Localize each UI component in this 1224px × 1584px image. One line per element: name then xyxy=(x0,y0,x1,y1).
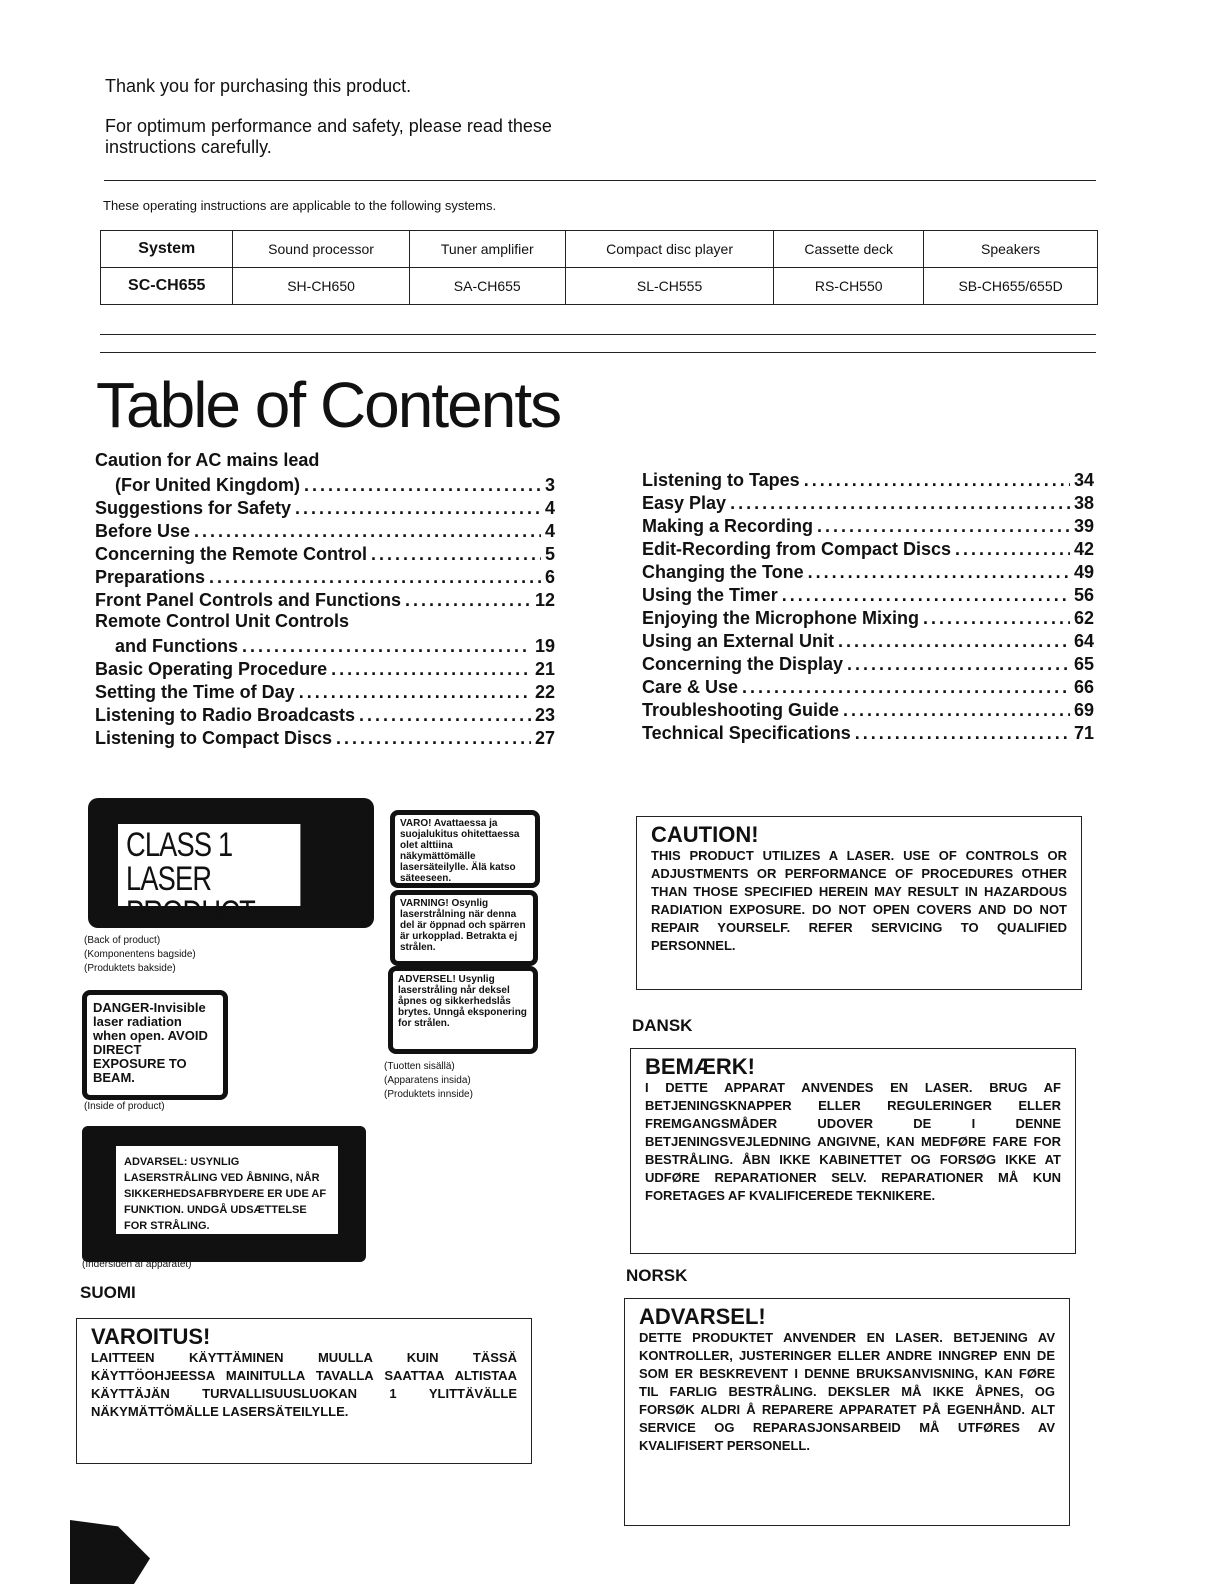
toc-entry-title: Listening to Compact Discs xyxy=(95,728,333,748)
table-header: Compact disc player xyxy=(565,231,773,268)
toc-leader-dots xyxy=(808,562,1070,583)
table-header: Speakers xyxy=(924,231,1098,268)
toc-leader-dots xyxy=(194,521,541,542)
toc-entry-title: Concerning the Display xyxy=(642,654,844,674)
toc-entry-title: Technical Specifications xyxy=(642,723,851,743)
toc-entry xyxy=(642,721,1094,744)
table-header: System xyxy=(101,231,233,268)
toc-entry xyxy=(95,542,555,565)
table-cell: SL-CH555 xyxy=(565,268,773,305)
toc-entry-title: Care & Use xyxy=(642,677,739,697)
toc-leader-dots xyxy=(923,608,1070,629)
toc-entry-page: 65 xyxy=(1073,654,1094,674)
toc-leader-dots xyxy=(782,585,1070,606)
toc-entry-page: 38 xyxy=(1073,493,1094,513)
varo-label: VARO! Avattaessa ja suojalukitus ohitettaessa olet alttiina näkymättömälle lasersäteilylle. Älä katso säteeseen. xyxy=(390,810,540,888)
intro-optimum: For optimum performance and safety, please read these instructions carefully. xyxy=(105,116,552,157)
class1-line2: LASER PRODUCT xyxy=(126,860,255,932)
toc-entry-title: Concerning the Remote Control xyxy=(95,544,368,564)
toc-entry xyxy=(95,450,555,473)
table-header: Cassette deck xyxy=(774,231,924,268)
caption-line: (Apparatens insida) xyxy=(384,1075,471,1086)
toc-entry-title: Suggestions for Safety xyxy=(95,498,292,518)
toc-entry-title: Edit-Recording from Compact Discs xyxy=(642,539,952,559)
toc-entry xyxy=(95,703,555,726)
toc-entry-page: 19 xyxy=(534,636,555,656)
toc-entry xyxy=(642,514,1094,537)
dansk-language-label: DANSK xyxy=(632,1016,693,1035)
adversel-small-label: ADVERSEL! Usynlig laserstråling når deksel åpnes og sikkerhedslås brytes. Unngå eksponering for strålen. xyxy=(388,966,538,1054)
divider xyxy=(104,180,1096,181)
toc-entry-page: 27 xyxy=(534,728,555,748)
toc-entry-title: Basic Operating Procedure xyxy=(95,659,328,679)
toc-leader-dots xyxy=(304,475,541,496)
toc-entry xyxy=(95,565,555,588)
toc-entry-title: and Functions xyxy=(115,636,238,656)
dansk-body: I DETTE APPARAT ANVENDES EN LASER. BRUG AF BETJENINGSKNAPPER ELLER REGULERINGER ELLER FREMGANGSMÅDER UDOVER DE I DENNE BETJENINGSVEJLEDNING ANGIVNE, KAN MEDFØRE FARE FOR BESTRÅLING. ÅBN IKKE KABINETTET OG FORSØG IKKE AT UDFØRE REPARATIONER SELV. REPARATIONER MÅ KUN FORETAGES AF KVALIFICEREDE TEKNIKERE. xyxy=(645,1080,1061,1203)
suomi-heading: VAROITUS! xyxy=(91,1324,211,1349)
suomi-warning-box xyxy=(76,1318,532,1464)
toc-entry xyxy=(95,588,555,611)
toc-entry-page: 39 xyxy=(1073,516,1094,536)
table-cell: SH-CH650 xyxy=(233,268,409,305)
intro-thanks: Thank you for purchasing this product. xyxy=(105,76,412,96)
toc-entry-page: 49 xyxy=(1073,562,1094,582)
toc-entry xyxy=(642,583,1094,606)
toc-entry xyxy=(642,468,1094,491)
norsk-body: DETTE PRODUKTET ANVENDER EN LASER. BETJENING AV KONTROLLER, JUSTERINGER ELLER ANDRE INNGREP ENN DE SOM ER BESKREVENT I DENNE BRUKSANVISNING, KAN FØRE TIL FARLIG BESTRÅLING. DEKSLER MÅ IKKE ÅPNES, OG FORSØK ALDRI Å REPARERE APPARATET PÅ EGENHÅND. ALT SERVICE OG REPARASJONSARBEID MÅ UTFØRES AV KVALIFISERT PERSONELL. xyxy=(639,1330,1055,1453)
toc-entry xyxy=(642,675,1094,698)
toc-leader-dots xyxy=(804,470,1070,491)
divider xyxy=(100,334,1096,335)
norsk-warning-box xyxy=(624,1298,1070,1526)
table-cell: SC-CH655 xyxy=(101,268,233,305)
toc-entry-page: 22 xyxy=(534,682,555,702)
caption-line: (Komponentens bagside) xyxy=(84,949,196,960)
toc-entry xyxy=(95,519,555,542)
toc-entry xyxy=(642,698,1094,721)
toc-leader-dots xyxy=(838,631,1070,652)
toc-leader-dots xyxy=(242,636,531,657)
toc-entry xyxy=(95,611,555,634)
table-cell: SA-CH655 xyxy=(409,268,565,305)
table-row xyxy=(101,268,1098,305)
toc-entry-title: Remote Control Unit Controls xyxy=(95,611,349,631)
toc-right xyxy=(642,468,1094,744)
toc-entry-page: 5 xyxy=(544,544,555,564)
toc-entry-page: 56 xyxy=(1073,585,1094,605)
toc-entry-page: 21 xyxy=(534,659,555,679)
class1-laser-label xyxy=(88,798,374,932)
toc-entry-title: Making a Recording xyxy=(642,516,814,536)
caution-heading: CAUTION! xyxy=(651,822,759,847)
toc-entry-page: 23 xyxy=(534,705,555,725)
toc-entry xyxy=(642,606,1094,629)
toc-entry-page: 66 xyxy=(1073,677,1094,697)
toc-leader-dots xyxy=(359,705,531,726)
inside-caption xyxy=(384,1060,473,1102)
toc-leader-dots xyxy=(817,516,1070,537)
toc-leader-dots xyxy=(742,677,1070,698)
caption-line: (Back of product) xyxy=(84,935,161,946)
toc-entry xyxy=(95,634,555,657)
varning-label: VARNING! Osynlig laserstrålning när denna del är öppnad och spärren är urkopplad. Betrakta ej strålen. xyxy=(390,890,538,966)
toc-leader-dots xyxy=(955,539,1070,560)
toc-entry-title: Changing the Tone xyxy=(642,562,804,582)
toc-entry-title: Using the Timer xyxy=(642,585,778,605)
toc-leader-dots xyxy=(855,723,1070,744)
toc-leader-dots xyxy=(843,700,1070,721)
toc-entry-page: 4 xyxy=(544,521,555,541)
toc-entry-title: Listening to Tapes xyxy=(642,470,800,490)
toc-entry-page: 64 xyxy=(1073,631,1094,651)
toc-leader-dots xyxy=(295,498,541,519)
toc-entry-title: Before Use xyxy=(95,521,191,541)
toc-leader-dots xyxy=(331,659,531,680)
toc-entry xyxy=(95,657,555,680)
toc-entry-page: 62 xyxy=(1073,608,1094,628)
toc-entry-title: Listening to Radio Broadcasts xyxy=(95,705,356,725)
danger-label: DANGER-Invisible laser radiation when open. AVOID DIRECT EXPOSURE TO BEAM. xyxy=(82,990,228,1100)
toc-entry-page: 12 xyxy=(534,590,555,610)
toc-entry-page: 42 xyxy=(1073,539,1094,559)
divider xyxy=(100,352,1096,353)
toc-entry xyxy=(642,652,1094,675)
caption-line: (Produktets innside) xyxy=(384,1089,473,1100)
scan-artifact xyxy=(70,1520,150,1584)
toc-leader-dots xyxy=(847,654,1070,675)
caption-line: (Tuotten sisällä) xyxy=(384,1061,455,1072)
toc-entry xyxy=(642,537,1094,560)
toc-leader-dots xyxy=(336,728,531,749)
suomi-body: LAITTEEN KÄYTTÄMINEN MUULLA KUIN TÄSSÄ KÄYTTÖOHJEESSA MAINITULLA TAVALLA SAATTAA ALTISTAA KÄYTTÄJÄN TURVALLISUUSLUOKAN 1 YLITTÄVÄLLE NÄKYMÄTTÖMÄLLE LASERSÄTEILYLLE. xyxy=(91,1350,517,1419)
table-cell: RS-CH550 xyxy=(774,268,924,305)
caption-line: (Produktets bakside) xyxy=(84,963,176,974)
toc-entry-page: 69 xyxy=(1073,700,1094,720)
toc-leader-dots xyxy=(209,567,541,588)
toc-entry-title: Using an External Unit xyxy=(642,631,835,651)
toc-entry xyxy=(642,491,1094,514)
toc-entry xyxy=(642,629,1094,652)
table-header: Sound processor xyxy=(233,231,409,268)
toc-leader-dots xyxy=(730,493,1070,514)
toc-title: Table of Contents xyxy=(96,369,561,441)
toc-entry xyxy=(642,560,1094,583)
toc-entry-title: Front Panel Controls and Functions xyxy=(95,590,401,610)
toc-entry-page: 3 xyxy=(544,475,555,495)
caution-body: THIS PRODUCT UTILIZES A LASER. USE OF CONTROLS OR ADJUSTMENTS OR PERFORMANCE OF PROCEDURES OTHER THAN THOSE SPECIFIED HEREIN MAY RESULT IN HAZARDOUS RADIATION EXPOSURE. DO NOT OPEN COVERS AND DO NOT REPAIR YOURSELF. REFER SERVICING TO QUALIFIED PERSONNEL. xyxy=(651,848,1067,953)
norsk-heading: ADVARSEL! xyxy=(639,1304,766,1329)
toc-entry-title: Setting the Time of Day xyxy=(95,682,295,702)
dansk-warning-box xyxy=(630,1048,1076,1254)
advarsel-laser-label xyxy=(82,1126,366,1262)
norsk-language-label: NORSK xyxy=(626,1266,688,1285)
toc-entry-page: 71 xyxy=(1073,723,1094,743)
danger-caption: (Inside of product) xyxy=(84,1101,165,1112)
advarsel-caption: (Indersiden af apparatet) xyxy=(82,1259,192,1270)
systems-table xyxy=(100,230,1098,305)
toc-entry-title: Easy Play xyxy=(642,493,727,513)
toc-entry-page: 6 xyxy=(544,567,555,587)
dansk-heading: BEMÆRK! xyxy=(645,1054,755,1079)
toc-entry xyxy=(95,496,555,519)
systems-caption: These operating instructions are applicable to the following systems. xyxy=(103,198,497,213)
toc-entry-page: 34 xyxy=(1073,470,1094,490)
toc-entry-title: Caution for AC mains lead xyxy=(95,450,320,470)
toc-leader-dots xyxy=(371,544,541,565)
toc-entry-page: 4 xyxy=(544,498,555,518)
table-row xyxy=(101,231,1098,268)
advarsel-label-text: ADVARSEL: USYNLIG LASERSTRÅLING VED ÅBNING, NÅR SIKKERHEDSAFBRYDERE ER UDE AF FUNKTION. UNDGÅ UDSÆTTELSE FOR STRÅLING. xyxy=(116,1146,338,1234)
caution-box xyxy=(636,816,1082,990)
table-header: Tuner amplifier xyxy=(409,231,565,268)
toc-leader-dots xyxy=(405,590,531,611)
suomi-language-label: SUOMI xyxy=(80,1283,136,1302)
toc-leader-dots xyxy=(299,682,531,703)
toc-entry-title: (For United Kingdom) xyxy=(115,475,300,495)
toc-entry-title: Enjoying the Microphone Mixing xyxy=(642,608,919,628)
toc-left xyxy=(95,450,555,749)
toc-entry-title: Preparations xyxy=(95,567,206,587)
class1-line1: CLASS 1 xyxy=(126,826,233,864)
table-cell: SB-CH655/655D xyxy=(924,268,1098,305)
toc-entry-title: Troubleshooting Guide xyxy=(642,700,839,720)
toc-entry xyxy=(95,680,555,703)
toc-entry xyxy=(95,726,555,749)
class1-label-inner xyxy=(118,824,300,932)
back-caption xyxy=(84,934,196,976)
toc-entry xyxy=(95,473,555,496)
